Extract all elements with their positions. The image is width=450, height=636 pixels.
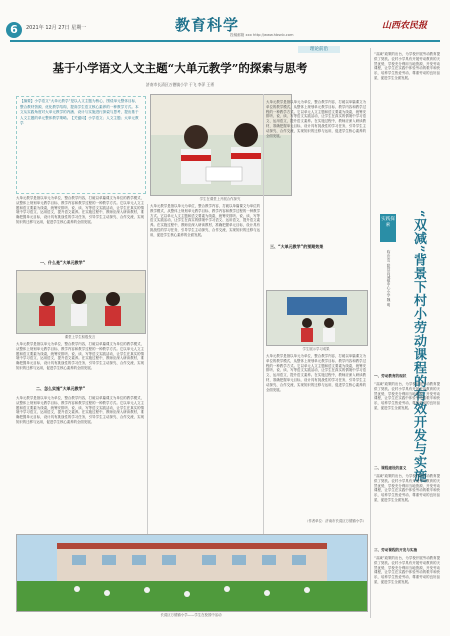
photo-caption-1: 学生在课堂上开展合作探究 <box>199 197 241 201</box>
classroom-photo-2 <box>16 270 146 334</box>
article-abstract: 【摘要】小学语文“大单元教学”是以人文主题为核心，围绕单元整体目标，整合教材资源，优化教学结构，提高学生语文核心素养的一种教学方式。本文从实践角度对大单元教学的内涵、设计与实施进行探索与思考，提出基于人文主题的单元整体教学策略。【关键词】小学语文；人文主题；大单元教学 <box>20 99 139 126</box>
article-headline: 基于小学语文人文主题“大单元教学”的探索与思考 <box>52 61 308 75</box>
page-header <box>0 0 450 52</box>
column-tag: 理论前沿 <box>298 46 340 53</box>
sidebar-headline: “双减”背景下村小劳动课程的有效开发与实施 <box>411 210 426 483</box>
sidebar-body-low: “双减”政策的出台，为学校开展劳动教育提供了契机。农村小学具有开展劳动教育的天然优势，学校充分利用当地资源，开发劳动课程，让学生在实践中体验劳动的艰辛和快乐，培养学生热爱劳动、尊重劳动的良好品质，促进学生全面发展。 <box>374 474 440 502</box>
contact-info: 投稿邮箱 xxx http://www.hbsnb.com <box>230 33 294 37</box>
column-rule-1 <box>147 204 148 534</box>
photo-caption-4: 长清区万德镇小学——学生在校园中活动 <box>160 613 222 617</box>
classroom-photo-3 <box>266 290 368 346</box>
sidebar-byline: 临沂市兰陵县向城镇中心小学 魏 明 <box>387 250 391 307</box>
article-end-note: （作者单位：济南市长清区万德镇小学） <box>304 519 366 523</box>
photo-caption-3: 学生展示学习成果 <box>302 347 330 351</box>
article-body-col1: 大单元教学是指以单元为单位，整合教学内容，打破以单篇课文为单位的教学模式，从整体上规划单元教学目标、教学内容和教学过程的一种教学方式。它以单元人文主题和语文要素为线索，统筹安排听、说、读、写等语文实践活动，让学生在真实的情境中学习语文、运用语文，提升语文素养。在实施过程中，教师应深入研读教材，准确把握单元目标，设计具有挑战性的学习任务，引导学生主动探究、合作交流，实现知识的迁移与运用，促进学生核心素养的全面发展。 <box>16 342 144 370</box>
column-rule-2 <box>263 94 264 534</box>
masthead-logo: 山西农民报 <box>382 21 428 31</box>
article-body-col3b: 大单元教学是指以单元为单位，整合教学内容，打破以单篇课文为单位的教学模式，从整体上规划单元教学目标、教学内容和教学过程的一种教学方式。它以单元人文主题和语文要素为线索，统筹安排听、说、读、写等语文实践活动，让学生在真实的情境中学习语文、运用语文，提升语文素养。在实施过程中，教师应深入研读教材，准确把握单元目标，设计具有挑战性的学习任务，引导学生主动探究、合作交流，实现知识的迁移与运用，促进学生核心素养的全面发展。 <box>266 354 366 392</box>
article-body-intro: 大单元教学是指以单元为单位，整合教学内容，打破以单篇课文为单位的教学模式，从整体上规划单元教学目标、教学内容和教学过程的一种教学方式。它以单元人文主题和语文要素为线索，统筹安排听、说、读、写等语文实践活动，让学生在真实的情境中学习语文、运用语文，提升语文素养。在实施过程中，教师应深入研读教材，准确把握单元目标，设计具有挑战性的学习任务，引导学生主动探究、合作交流，实现知识的迁移与运用，促进学生核心素养的全面发展。 <box>16 196 144 224</box>
subhead-1: 一、什么是“大单元教学” <box>40 260 86 265</box>
campus-photo-image <box>17 535 367 611</box>
sidebar-body-top: “双减”政策的出台，为学校开展劳动教育提供了契机。农村小学具有开展劳动教育的天然优势，学校充分利用当地资源，开发劳动课程，让学生在实践中体验劳动的艰辛和快乐，培养学生热爱劳动、尊重劳动的良好品质，促进学生全面发展。 <box>374 52 440 80</box>
issue-date: 2021年 12月 27日 星期一 <box>26 25 87 31</box>
subhead-3: 三、“大单元教学”的预期效果 <box>270 244 324 249</box>
sidebar-subhead-3: 三、劳动课程的开发与实施 <box>374 548 418 552</box>
section-title: 教育科学 <box>175 16 240 34</box>
photo-caption-2: 课堂上学生积极发言 <box>64 335 96 339</box>
sidebar-body-bottom: “双减”政策的出台，为学校开展劳动教育提供了契机。农村小学具有开展劳动教育的天然优势，学校充分利用当地资源，开发劳动课程，让学生在实践中体验劳动的艰辛和快乐，培养学生热爱劳动、尊重劳动的良好品质，促进学生全面发展。 <box>374 556 440 584</box>
article-body-col2: 大单元教学是指以单元为单位，整合教学内容，打破以单篇课文为单位的教学模式，从整体上规划单元教学目标、教学内容和教学过程的一种教学方式。它以单元人文主题和语文要素为线索，统筹安排听、说、读、写等语文实践活动，让学生在真实的情境中学习语文、运用语文，提升语文素养。在实施过程中，教师应深入研读教材，准确把握单元目标，设计具有挑战性的学习任务，引导学生主动探究、合作交流，实现知识的迁移与运用，促进学生核心素养的全面发展。 <box>150 204 260 237</box>
article-byline: 济南市长清区万德镇小学 于飞 李萍 王勇 <box>145 82 215 87</box>
campus-photo <box>16 534 368 612</box>
article-body-col1b: 大单元教学是指以单元为单位，整合教学内容，打破以单篇课文为单位的教学模式，从整体上规划单元教学目标、教学内容和教学过程的一种教学方式。它以单元人文主题和语文要素为线索，统筹安排听、说、读、写等语文实践活动，让学生在真实的情境中学习语文、运用语文，提升语文素养。在实施过程中，教师应深入研读教材，准确把握单元目标，设计具有挑战性的学习任务，引导学生主动探究、合作交流，实现知识的迁移与运用，促进学生核心素养的全面发展。 <box>16 396 144 424</box>
article-body-col3: 大单元教学是指以单元为单位，整合教学内容，打破以单篇课文为单位的教学模式，从整体上规划单元教学目标、教学内容和教学过程的一种教学方式。它以单元人文主题和语文要素为线索，统筹安排听、说、读、写等语文实践活动，让学生在真实的情境中学习语文、运用语文，提升语文素养。在实施过程中，教师应深入研读教材，准确把握单元目标，设计具有挑战性的学习任务，引导学生主动探究、合作交流，实现知识的迁移与运用，促进学生核心素养的全面发展。 <box>266 100 366 138</box>
sidebar-rule <box>370 48 371 618</box>
header-rule <box>10 40 440 42</box>
subhead-2: 二、怎么实施“大单元教学” <box>36 386 86 391</box>
sidebar-body-mid: “双减”政策的出台，为学校开展劳动教育提供了契机。农村小学具有开展劳动教育的天然优势，学校充分利用当地资源，开发劳动课程，让学生在实践中体验劳动的艰辛和快乐，培养学生热爱劳动、尊重劳动的良好品质，促进学生全面发展。 <box>374 382 440 410</box>
sidebar-subhead-1: 一、劳动教育的现状 <box>374 374 407 378</box>
classroom-photo-3-image <box>267 291 367 345</box>
sidebar-subhead-2: 二、课程建设的意义 <box>374 466 407 470</box>
sidebar-label: 实践探索 <box>380 214 396 242</box>
classroom-photo-2-image <box>17 271 145 333</box>
page-number: 6 <box>6 22 22 38</box>
